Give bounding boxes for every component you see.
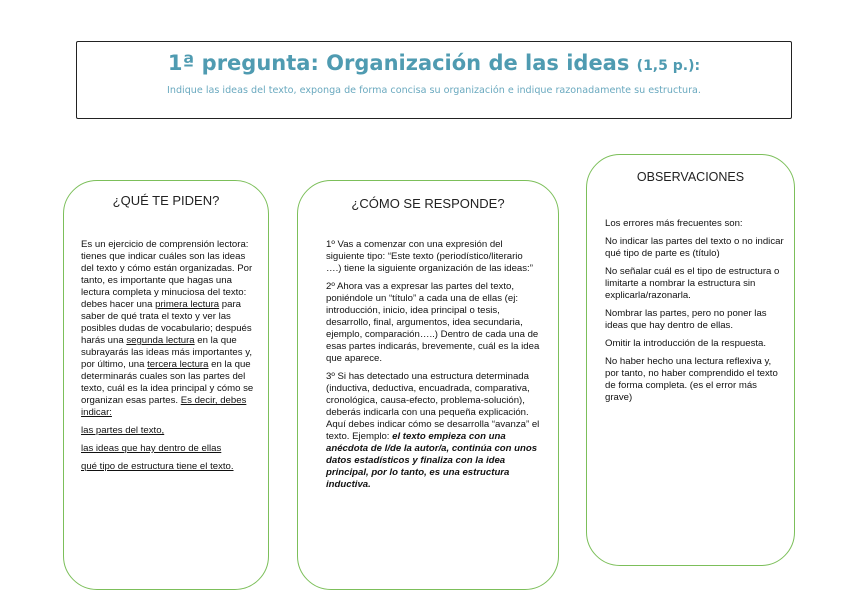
question-subtitle: Indique las ideas del texto, exponga de forma concisa su organización e indique razonadamente su estructura. bbox=[167, 85, 701, 96]
list-item: Omitir la introducción de la respuesta. bbox=[605, 338, 767, 349]
card-title-como-se-responde: ¿CÓMO SE RESPONDE? bbox=[351, 196, 505, 211]
paragraph bbox=[326, 371, 540, 491]
question-header bbox=[76, 41, 792, 119]
question-title-text: 1ª pregunta: Organización de las ideas bbox=[167, 51, 630, 75]
list-item: No haber hecho una lectura reflexiva y, por tanto, no haber comprendido el texto de forma completa. (es el error más grave) bbox=[605, 356, 778, 403]
question-points: (1,5 p.): bbox=[636, 58, 701, 74]
underlined-text: Es decir, debes indicar: bbox=[81, 395, 247, 418]
example-text: el texto empieza con una anécdota de l/de la autor/a, continúa con unos datos estadísticos y finaliza con la idea principal, por lo tanto, es una estructura inductiva. bbox=[326, 431, 538, 490]
paragraph: 2º Ahora vas a expresar las partes del texto, poniéndole un “título” a cada una de ellas (ej: introducción, inicio, idea principal o tesis, desarrollo, final, argumentos, idea secundaria, ejemplo, comparación…..) Dentro de cada una de esas partes indicarás, brevemente, cuál es la idea que aparece. bbox=[326, 281, 540, 364]
text-span: Es un ejercicio de comprensión lectora: tienes que indicar cuáles son las ideas del texto y cómo están organizadas. Por tanto, es importante que hagas una lectura completa y minuciosa del texto: debes hacer una bbox=[81, 239, 253, 310]
card-body-observaciones bbox=[605, 218, 785, 410]
list-item: Nombrar las partes, pero no poner las ideas que hay dentro de ellas. bbox=[605, 308, 767, 331]
card-observaciones bbox=[586, 154, 795, 566]
card-como-se-responde bbox=[297, 180, 559, 590]
text-span: 3º Si has detectado una estructura determinada (inductiva, deductiva, encuadrada, comparativa, cronológica, causa-efecto, problema-solución), deberás indicarla con una pequeña explicación. Aquí debes indicar cómo se desarrolla “avanza” el texto. Ejemplo: bbox=[326, 371, 540, 442]
underlined-text: tercera lectura bbox=[147, 359, 209, 370]
card-title-observaciones: OBSERVACIONES bbox=[636, 170, 745, 184]
text-span: en la que subrayarás las ideas más importantes y, por último, una bbox=[81, 335, 252, 370]
question-title bbox=[77, 51, 791, 75]
list-item: qué tipo de estructura tiene el texto. bbox=[81, 461, 234, 472]
paragraph: 1º Vas a comenzar con una expresión del siguiente tipo: “Este texto (periodístico/literario ….) tiene la siguiente organización de las ideas:” bbox=[326, 239, 533, 274]
card-que-te-piden bbox=[63, 180, 269, 590]
paragraph: Los errores más frecuentes son: bbox=[605, 218, 743, 229]
text-span: en la que determinarás cuales son las partes del texto, cuál es la idea principal y cómo se organizan esas partes. bbox=[81, 359, 254, 406]
card-title-que-te-piden: ¿QUÉ TE PIDEN? bbox=[112, 193, 220, 208]
paragraph bbox=[81, 239, 257, 419]
list-item: No señalar cuál es el tipo de estructura o limitarte a nombrar la estructura sin explicarla/razonarla. bbox=[605, 266, 780, 301]
underlined-text: segunda lectura bbox=[126, 335, 195, 346]
text-span: para saber de qué trata el texto y ver las posibles dudas de vocabulario; después harás una bbox=[81, 299, 252, 346]
list-item: las partes del texto, bbox=[81, 425, 165, 436]
list-item: las ideas que hay dentro de ellas bbox=[81, 443, 222, 454]
card-body-como-se-responde bbox=[326, 239, 540, 497]
list-item: No indicar las partes del texto o no indicar qué tipo de parte es (título) bbox=[605, 236, 784, 259]
underlined-text: primera lectura bbox=[155, 299, 220, 310]
card-body-que-te-piden bbox=[81, 239, 257, 479]
